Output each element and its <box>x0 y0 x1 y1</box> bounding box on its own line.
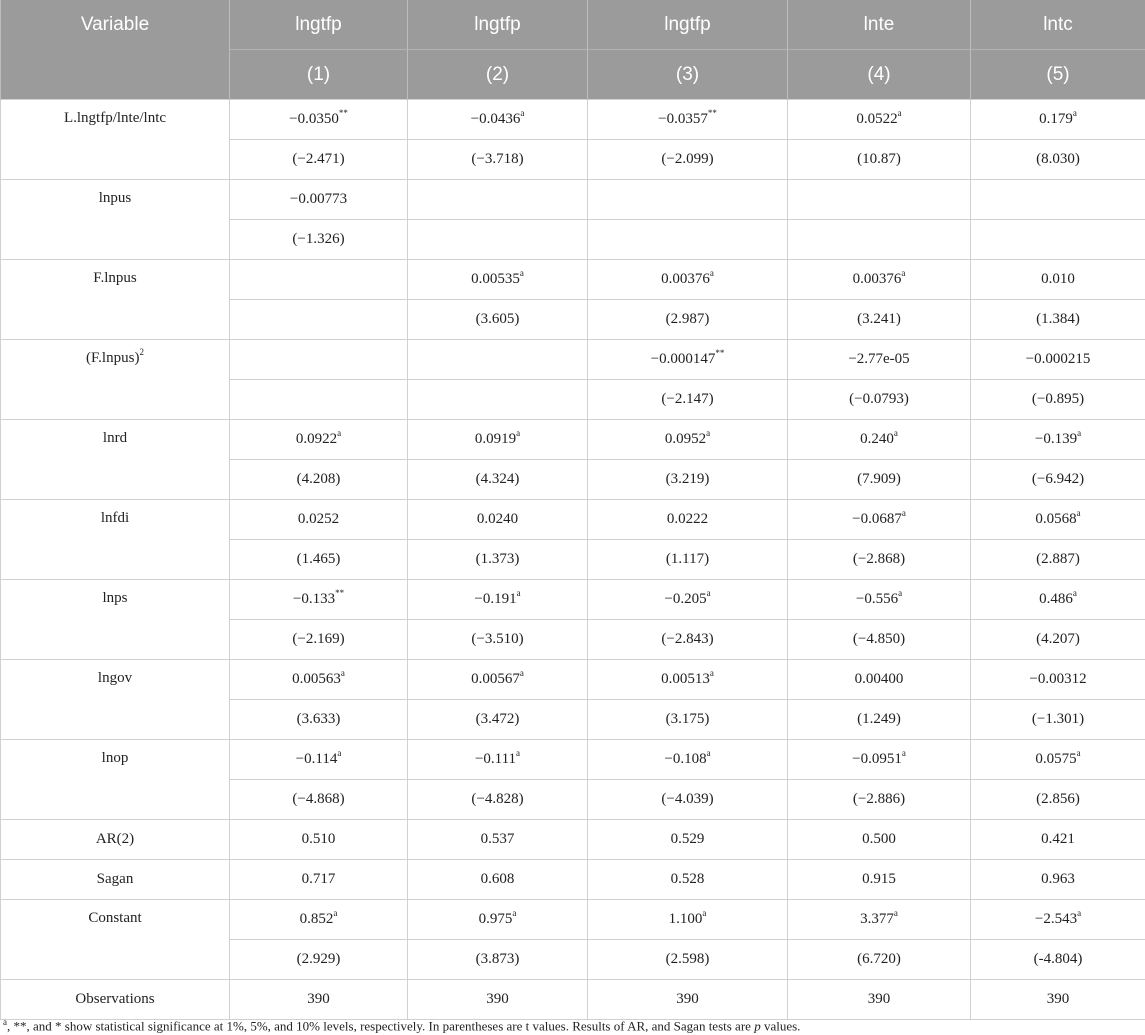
table-row <box>1 260 1145 300</box>
significance-marker: a <box>340 668 345 678</box>
column-name-3: lngtfp <box>588 0 788 50</box>
row-label <box>1 860 230 900</box>
significance-marker: a <box>706 428 711 438</box>
t-value-cell: (1.373) <box>408 540 588 580</box>
header-row-names <box>1 0 1145 50</box>
coefficient-cell <box>408 740 588 780</box>
t-value-cell: (−2.147) <box>588 380 788 420</box>
coefficient-value: 0.00376 <box>852 271 902 287</box>
coefficient-cell <box>408 820 588 860</box>
row-label-text: Sagan <box>96 871 134 887</box>
row-label-text: Constant <box>88 910 142 926</box>
coefficient-value: −0.205 <box>664 591 707 607</box>
coefficient-value: −0.0436 <box>470 111 521 127</box>
coefficient-value: 0.0952 <box>664 431 707 447</box>
coefficient-value: 0.0240 <box>476 511 519 527</box>
row-label-text: lnop <box>101 750 129 766</box>
coefficient-cell <box>408 420 588 460</box>
t-value-cell <box>971 220 1145 260</box>
significance-marker: a <box>1077 908 1082 918</box>
t-value-cell: (1.465) <box>230 540 408 580</box>
coefficient-cell <box>971 980 1145 1020</box>
significance-marker: a <box>897 108 902 118</box>
coefficient-value: 0.0222 <box>666 511 709 527</box>
coefficient-cell <box>788 260 971 300</box>
coefficient-cell <box>408 340 588 380</box>
table-row <box>1 580 1145 620</box>
coefficient-value: 0.0252 <box>297 511 340 527</box>
column-name-2: lngtfp <box>408 0 588 50</box>
coefficient-cell <box>588 900 788 940</box>
coefficient-cell <box>230 180 408 220</box>
t-value-cell: (3.219) <box>588 460 788 500</box>
coefficient-value: 0.0522 <box>856 111 898 127</box>
t-value-cell <box>230 300 408 340</box>
coefficient-value: 390 <box>676 991 699 1007</box>
coefficient-cell <box>230 260 408 300</box>
significance-marker: a <box>709 668 714 678</box>
t-value-cell: (4.208) <box>230 460 408 500</box>
t-value-cell: (2.856) <box>971 780 1145 820</box>
significance-marker: ** <box>335 588 345 598</box>
t-value-cell: (−2.843) <box>588 620 788 660</box>
coefficient-cell <box>230 340 408 380</box>
coefficient-value: −0.000215 <box>1025 351 1091 367</box>
coefficient-value: −0.556 <box>855 591 899 607</box>
footnote-text-end: values. <box>760 1018 801 1034</box>
coefficient-cell <box>971 340 1145 380</box>
coefficient-cell <box>788 820 971 860</box>
t-value-cell <box>588 220 788 260</box>
coefficient-value: 0.537 <box>480 831 515 847</box>
coefficient-cell <box>408 580 588 620</box>
row-label <box>1 340 230 420</box>
t-value-cell: (2.887) <box>971 540 1145 580</box>
coefficient-cell <box>788 180 971 220</box>
coefficient-cell <box>588 820 788 860</box>
coefficient-value: 390 <box>867 991 891 1007</box>
significance-marker: a <box>516 588 521 598</box>
coefficient-value: 0.00400 <box>854 671 904 687</box>
coefficient-value: 0.179 <box>1039 111 1073 127</box>
t-value-cell: (−2.169) <box>230 620 408 660</box>
coefficient-value: 0.00535 <box>471 271 520 287</box>
row-label-superscript: 2 <box>139 347 144 357</box>
coefficient-cell <box>230 980 408 1020</box>
coefficient-value: 390 <box>307 991 330 1007</box>
significance-marker: a <box>706 748 711 758</box>
coefficient-value: −0.0350 <box>289 111 339 127</box>
coefficient-value: 390 <box>486 991 509 1007</box>
table-row <box>1 900 1145 940</box>
significance-marker: a <box>1072 588 1077 598</box>
t-value-cell: (−0.0793) <box>788 380 971 420</box>
coefficient-cell <box>408 500 588 540</box>
t-value-cell: (3.241) <box>788 300 971 340</box>
table-row <box>1 500 1145 540</box>
significance-marker: a <box>1072 108 1077 118</box>
column-number-1: (1) <box>230 50 408 100</box>
t-value-cell <box>788 220 971 260</box>
coefficient-cell <box>971 260 1145 300</box>
coefficient-cell <box>230 660 408 700</box>
t-value-cell: (-4.804) <box>971 940 1145 980</box>
coefficient-cell <box>408 980 588 1020</box>
significance-marker: a <box>893 908 898 918</box>
coefficient-cell <box>588 580 788 620</box>
t-value-cell: (4.324) <box>408 460 588 500</box>
coefficient-cell <box>408 180 588 220</box>
coefficient-value: 0.528 <box>670 871 705 887</box>
coefficient-cell <box>788 660 971 700</box>
t-value-cell <box>408 380 588 420</box>
coefficient-cell <box>230 100 408 140</box>
column-number-5: (5) <box>971 50 1145 100</box>
coefficient-value: 0.421 <box>1041 831 1075 847</box>
coefficient-cell <box>588 100 788 140</box>
column-name-4: lnte <box>788 0 971 50</box>
row-label <box>1 100 230 180</box>
coefficient-value: 0.975 <box>478 911 513 927</box>
coefficient-value: 0.852 <box>299 911 334 927</box>
t-value-cell: (−2.099) <box>588 140 788 180</box>
significance-marker: a <box>1076 748 1081 758</box>
row-label-text: Observations <box>75 991 155 1007</box>
coefficient-value: −0.191 <box>474 591 517 607</box>
coefficient-cell <box>588 260 788 300</box>
t-value-cell: (−3.510) <box>408 620 588 660</box>
table-row <box>1 980 1145 1020</box>
coefficient-cell <box>408 100 588 140</box>
significance-marker: a <box>1076 508 1081 518</box>
row-label-text: (F.lnpus) <box>86 350 140 366</box>
coefficient-cell <box>230 860 408 900</box>
coefficient-cell <box>971 660 1145 700</box>
significance-marker: a <box>520 108 525 118</box>
coefficient-value: 0.717 <box>301 871 336 887</box>
coefficient-value: 0.500 <box>862 831 896 847</box>
coefficient-cell <box>230 580 408 620</box>
coefficient-value: −0.0357 <box>658 111 708 127</box>
coefficient-cell <box>408 860 588 900</box>
row-label-text: lnrd <box>102 430 128 446</box>
coefficient-cell <box>788 860 971 900</box>
coefficient-cell <box>788 900 971 940</box>
t-value-cell: (2.929) <box>230 940 408 980</box>
row-label-text: AR(2) <box>95 831 135 847</box>
coefficient-value: 0.510 <box>301 831 336 847</box>
coefficient-cell <box>788 340 971 380</box>
coefficient-cell <box>588 740 788 780</box>
coefficient-cell <box>408 660 588 700</box>
row-label <box>1 180 230 260</box>
footnote-symbol: a <box>3 1017 7 1027</box>
coefficient-value: 0.00513 <box>661 671 710 687</box>
significance-marker: ** <box>715 348 725 358</box>
coefficient-cell <box>408 900 588 940</box>
coefficient-value: 0.486 <box>1039 591 1073 607</box>
significance-marker: a <box>702 908 707 918</box>
t-value-cell: (−1.326) <box>230 220 408 260</box>
significance-marker: a <box>901 268 906 278</box>
coefficient-cell <box>588 500 788 540</box>
coefficient-cell <box>588 180 788 220</box>
coefficient-cell <box>788 100 971 140</box>
coefficient-value: 0.915 <box>862 871 896 887</box>
t-value-cell: (−2.886) <box>788 780 971 820</box>
t-value-cell: (−6.942) <box>971 460 1145 500</box>
coefficient-cell <box>408 260 588 300</box>
coefficient-cell <box>971 900 1145 940</box>
t-value-cell: (−4.850) <box>788 620 971 660</box>
t-value-cell: (8.030) <box>971 140 1145 180</box>
t-value-cell: (4.207) <box>971 620 1145 660</box>
coefficient-value: 0.010 <box>1041 271 1075 287</box>
row-label-text: lnpus <box>98 190 132 206</box>
coefficient-cell <box>971 100 1145 140</box>
significance-marker: a <box>706 588 711 598</box>
table-row <box>1 660 1145 700</box>
coefficient-cell <box>971 180 1145 220</box>
coefficient-value: 390 <box>1046 991 1070 1007</box>
coefficient-value: 0.0919 <box>474 431 517 447</box>
coefficient-cell <box>588 860 788 900</box>
coefficient-cell <box>788 740 971 780</box>
significance-marker: a <box>1077 428 1082 438</box>
table-row <box>1 420 1145 460</box>
coefficient-cell <box>230 500 408 540</box>
coefficient-value: −0.111 <box>474 751 517 767</box>
coefficient-value: −0.000147 <box>650 351 716 367</box>
coefficient-cell <box>588 340 788 380</box>
coefficient-value: −0.133 <box>292 591 336 607</box>
column-name-5: lntc <box>971 0 1145 50</box>
coefficient-value: 0.529 <box>670 831 705 847</box>
coefficient-cell <box>971 820 1145 860</box>
row-label-text: L.lngtfp/lnte/lntc <box>63 110 167 126</box>
table-row <box>1 340 1145 380</box>
row-label-text: lnfdi <box>100 510 130 526</box>
significance-marker: a <box>893 428 898 438</box>
t-value-cell: (1.249) <box>788 700 971 740</box>
coefficient-cell <box>230 420 408 460</box>
coefficient-value: 0.00563 <box>292 671 341 687</box>
coefficient-value: 0.608 <box>480 871 515 887</box>
t-value-cell: (3.873) <box>408 940 588 980</box>
coefficient-cell <box>230 820 408 860</box>
t-value-cell: (3.472) <box>408 700 588 740</box>
significance-marker: ** <box>707 108 717 118</box>
column-name-1: lngtfp <box>230 0 408 50</box>
coefficient-cell <box>971 740 1145 780</box>
table-row <box>1 100 1145 140</box>
t-value-cell: (10.87) <box>788 140 971 180</box>
row-label <box>1 900 230 980</box>
coefficient-value: −2.543 <box>1034 911 1078 927</box>
row-label-text: lnps <box>102 590 128 606</box>
coefficient-value: −0.114 <box>295 751 338 767</box>
coefficient-cell <box>971 500 1145 540</box>
significance-marker: a <box>898 588 903 598</box>
row-label <box>1 580 230 660</box>
footnote-text: , **, and * show statistical significance at 1%, 5%, and 10% levels, respectively. In parentheses are t values. Results of AR, and Sagan tests are <box>7 1018 755 1034</box>
coefficient-cell <box>971 860 1145 900</box>
coefficient-value: 3.377 <box>860 911 894 927</box>
row-label <box>1 420 230 500</box>
coefficient-cell <box>788 500 971 540</box>
coefficient-cell <box>588 980 788 1020</box>
coefficient-value: 0.00376 <box>661 271 710 287</box>
coefficient-value: 0.963 <box>1041 871 1075 887</box>
row-label <box>1 500 230 580</box>
significance-marker: a <box>516 428 521 438</box>
significance-marker: a <box>709 268 714 278</box>
coefficient-value: −0.108 <box>664 751 707 767</box>
coefficient-cell <box>230 740 408 780</box>
row-label <box>1 260 230 340</box>
coefficient-value: −2.77e-05 <box>848 351 910 367</box>
table-header <box>1 0 1145 100</box>
coefficient-cell <box>788 580 971 620</box>
table-row <box>1 180 1145 220</box>
coefficient-value: −0.00312 <box>1029 671 1087 687</box>
column-number-4: (4) <box>788 50 971 100</box>
t-value-cell: (3.605) <box>408 300 588 340</box>
coefficient-cell <box>588 420 788 460</box>
table-row <box>1 860 1145 900</box>
significance-marker: a <box>519 268 524 278</box>
column-number-3: (3) <box>588 50 788 100</box>
table-footnote <box>3 1017 800 1034</box>
t-value-cell: (7.909) <box>788 460 971 500</box>
coefficient-value: 0.0568 <box>1035 511 1077 527</box>
t-value-cell: (1.117) <box>588 540 788 580</box>
coefficient-value: −0.0687 <box>852 511 902 527</box>
table-row <box>1 820 1145 860</box>
coefficient-value: 0.00567 <box>471 671 520 687</box>
significance-marker: a <box>901 508 906 518</box>
row-label <box>1 740 230 820</box>
coefficient-cell <box>788 980 971 1020</box>
coefficient-cell <box>788 420 971 460</box>
t-value-cell: (−2.868) <box>788 540 971 580</box>
coefficient-value: −0.00773 <box>289 191 348 207</box>
t-value-cell: (3.175) <box>588 700 788 740</box>
significance-marker: a <box>519 668 524 678</box>
coefficient-value: −0.0951 <box>852 751 902 767</box>
coefficient-value: 0.0575 <box>1035 751 1077 767</box>
t-value-cell: (1.384) <box>971 300 1145 340</box>
column-number-2: (2) <box>408 50 588 100</box>
footnote-p: p <box>754 1018 761 1034</box>
t-value-cell: (6.720) <box>788 940 971 980</box>
coefficient-cell <box>230 900 408 940</box>
row-label <box>1 820 230 860</box>
t-value-cell: (2.598) <box>588 940 788 980</box>
significance-marker: a <box>512 908 517 918</box>
t-value-cell: (2.987) <box>588 300 788 340</box>
t-value-cell: (−4.828) <box>408 780 588 820</box>
coefficient-value: 0.0922 <box>295 431 338 447</box>
row-label <box>1 980 230 1020</box>
t-value-cell: (−4.868) <box>230 780 408 820</box>
table-body <box>1 100 1145 1020</box>
coefficient-cell <box>971 420 1145 460</box>
t-value-cell: (−0.895) <box>971 380 1145 420</box>
significance-marker: a <box>901 748 906 758</box>
coefficient-value: −0.139 <box>1034 431 1078 447</box>
row-label-text: F.lnpus <box>93 270 137 286</box>
significance-marker: a <box>337 748 342 758</box>
significance-marker: ** <box>338 108 348 118</box>
t-value-cell <box>408 220 588 260</box>
significance-marker: a <box>333 908 338 918</box>
t-value-cell: (−4.039) <box>588 780 788 820</box>
table-row <box>1 740 1145 780</box>
t-value-cell: (−2.471) <box>230 140 408 180</box>
t-value-cell: (−3.718) <box>408 140 588 180</box>
coefficient-cell <box>588 660 788 700</box>
t-value-cell: (3.633) <box>230 700 408 740</box>
significance-marker: a <box>516 748 521 758</box>
t-value-cell: (−1.301) <box>971 700 1145 740</box>
t-value-cell <box>230 380 408 420</box>
variable-header: Variable <box>1 0 230 100</box>
significance-marker: a <box>337 428 342 438</box>
coefficient-value: 1.100 <box>668 911 703 927</box>
row-label <box>1 660 230 740</box>
coefficient-value: 0.240 <box>860 431 894 447</box>
row-label-text: lngov <box>97 670 133 686</box>
coefficient-cell <box>971 580 1145 620</box>
